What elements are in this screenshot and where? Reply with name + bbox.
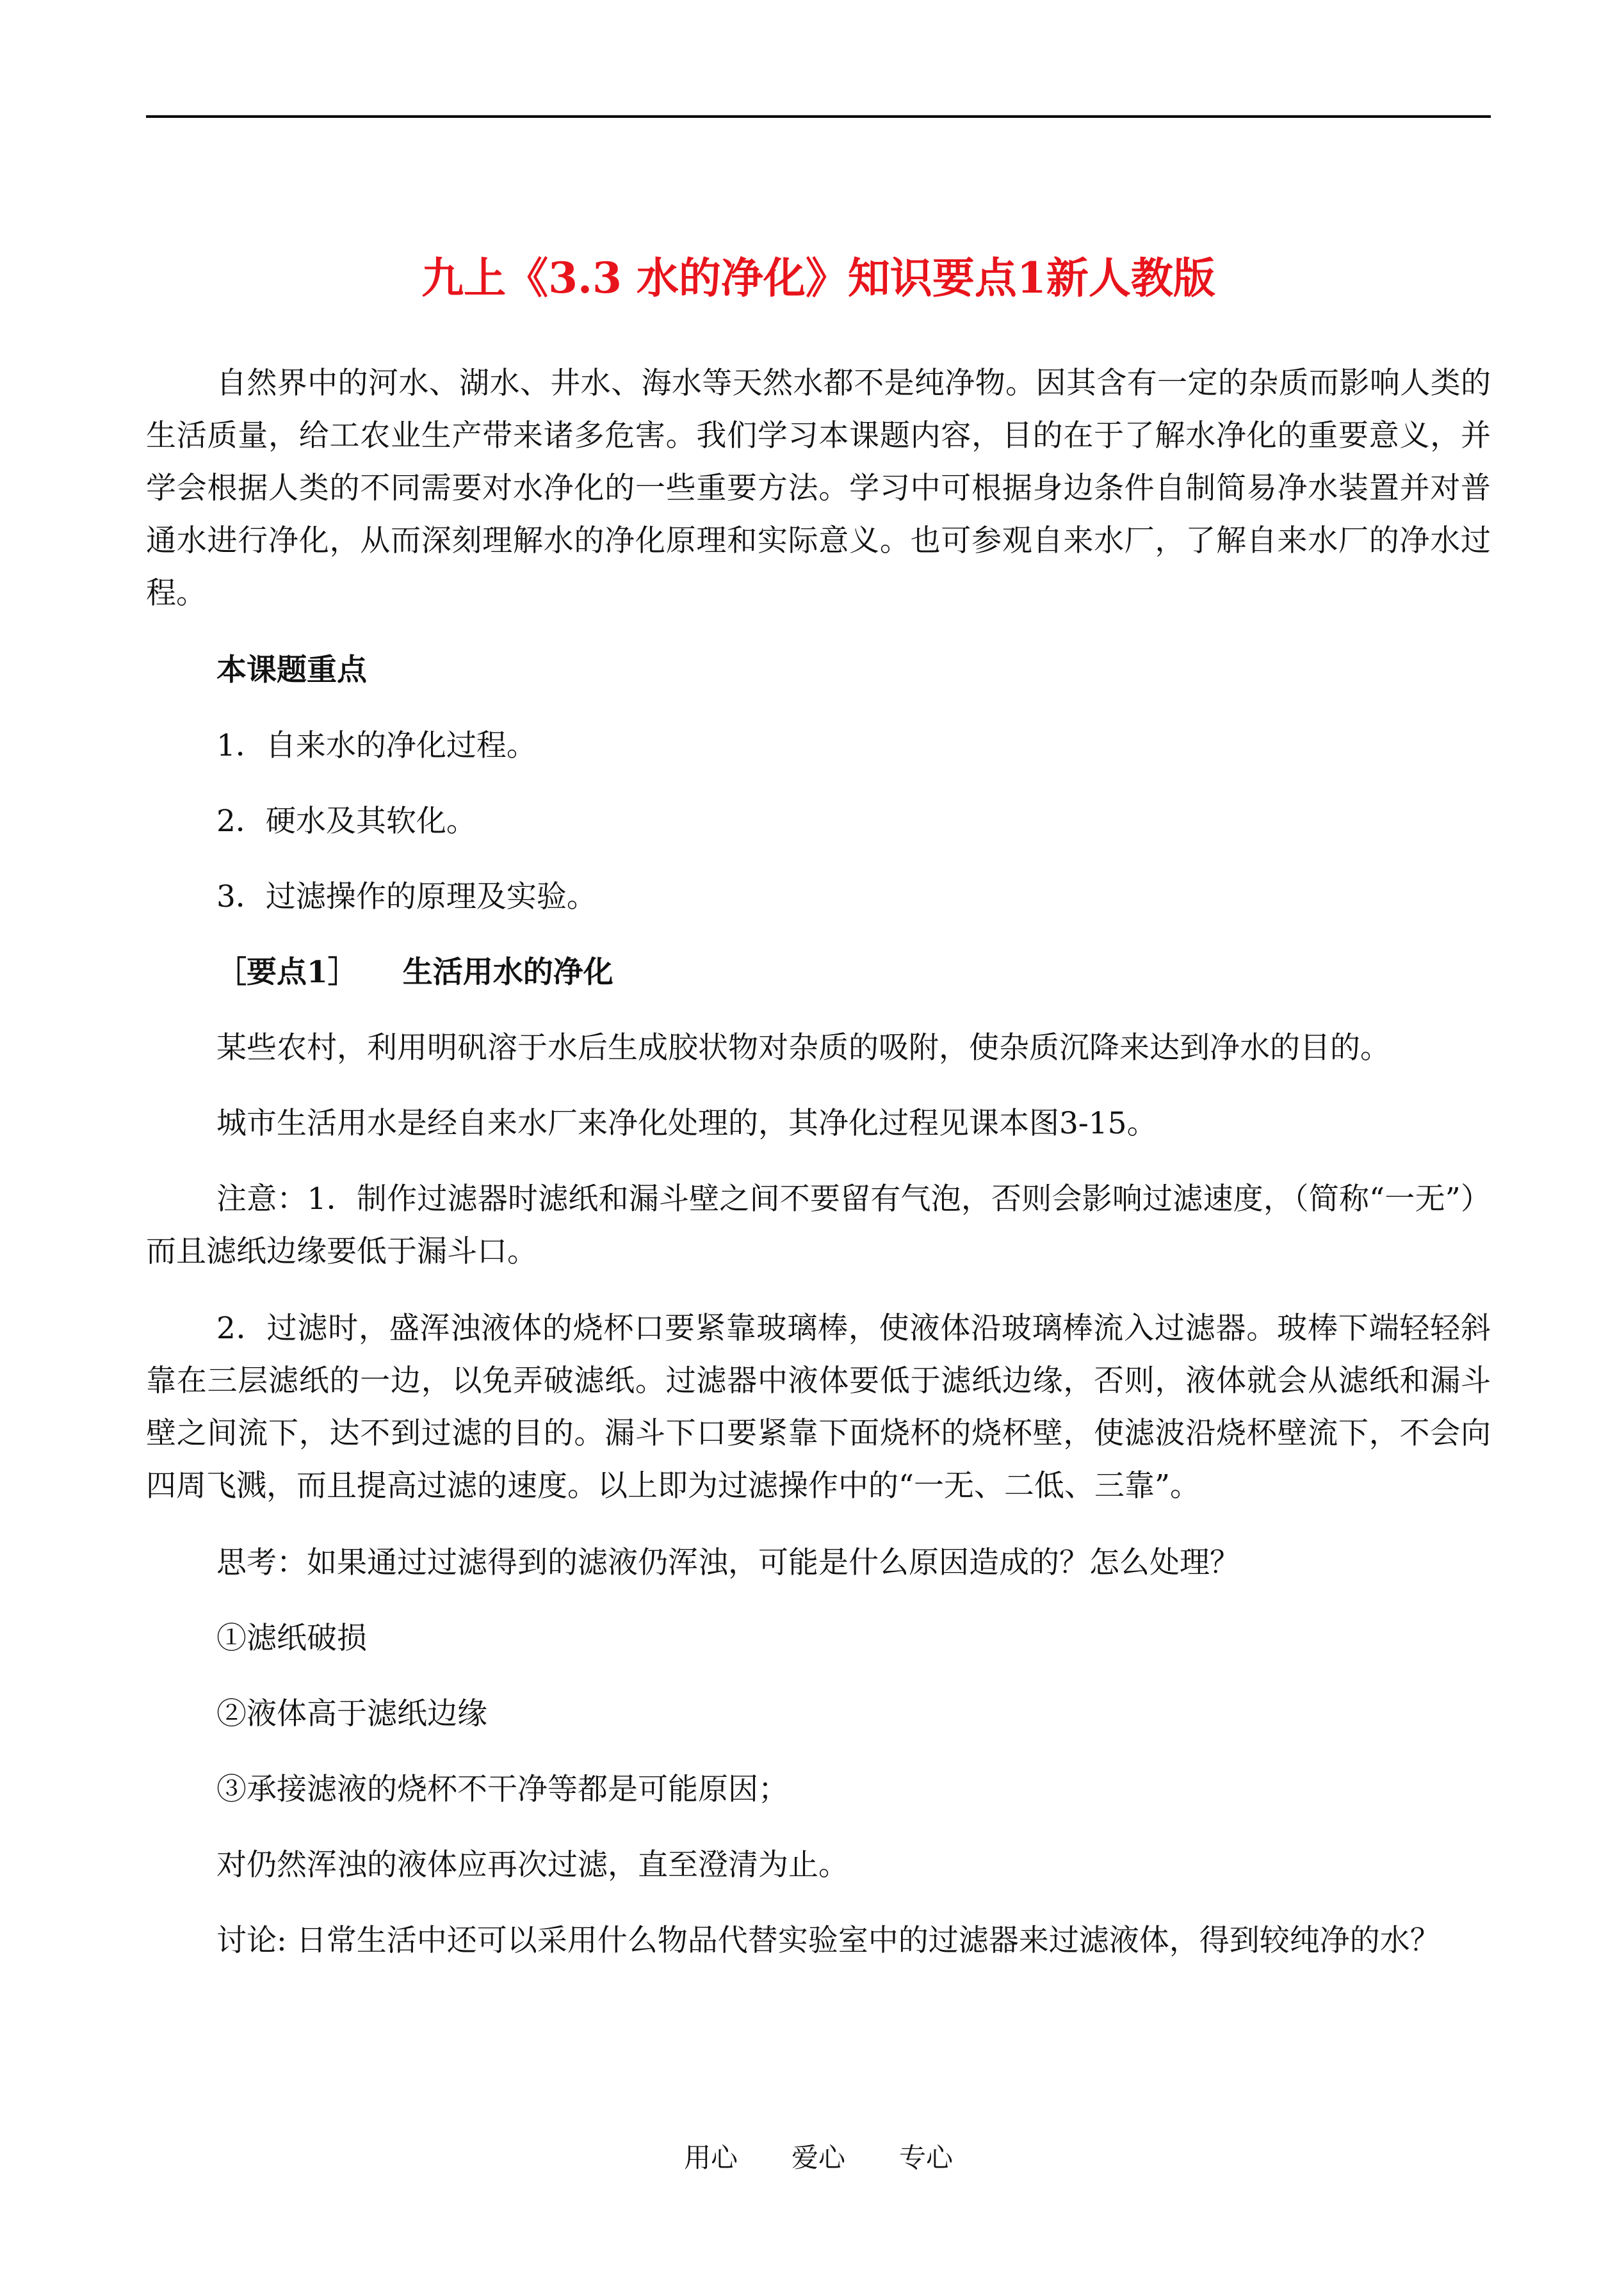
key-point-item: 2．硬水及其软化。 [216,804,476,839]
note-paragraph-2: 2．过滤时，盛浑浊液体的烧杯口要紧靠玻璃棒，使液体沿玻璃棒流入过滤器。玻棒下端轻轻斜靠在三层滤纸的一边，以免弄破滤纸。过滤器中液体要低于滤纸边缘，否则，液体就会从滤纸和漏斗壁之间流下，达不到过滤的目的。漏斗下口要紧靠下面烧杯的烧杯壁，使滤波沿烧杯壁流下，不会向四周飞溅，而且提高过滤的速度。以上即为过滤操作中的“一无、二低、三靠”。 [146,1311,1491,1504]
think-question: 思考：如果通过过滤得到的滤液仍浑浊，可能是什么原因造成的？怎么处理？ [216,1545,1240,1580]
key-point-item: 3．过滤操作的原理及实验。 [216,879,597,914]
header-rule [146,115,1491,118]
city-paragraph: 城市生活用水是经自来水厂来净化处理的，其净化过程见课本图3-15。 [216,1106,1157,1141]
document-title: 九上《3.3 水的净化》知识要点1新人教版 [421,253,1215,303]
intro-paragraph: 自然界中的河水、湖水、井水、海水等天然水都不是纯净物。因其含有一定的杂质而影响人类的生活质量，给工农业生产带来诸多危害。我们学习本课题内容，目的在于了解水净化的重要意义，并学会根据人类的不同需要对水净化的一些重要方法。学习中可根据身边条件自制简易净水装置并对普通水进行净化，从而深刻理解水的净化原理和实际意义。也可参观自来水厂，了解自来水厂的净水过程。 [146,366,1491,611]
key-points-heading: 本课题重点 [216,653,367,688]
key-point-item: 1．自来水的净化过程。 [216,728,537,763]
rural-paragraph: 某些农村，利用明矾溶于水后生成胶状物对杂质的吸附，使杂质沉降来达到净水的目的。 [216,1030,1390,1066]
reason-item: ③承接滤液的烧杯不干净等都是可能原因； [216,1772,788,1807]
document-body [146,357,1491,1991]
remedy-paragraph: 对仍然浑浊的液体应再次过滤，直至澄清为止。 [216,1847,849,1883]
section-title: 生活用水的净化 [402,955,613,990]
section-label: ［要点1］ [216,955,358,990]
note-paragraph-1: 注意：1．制作过滤器时滤纸和漏斗壁之间不要留有气泡，否则会影响过滤速度，（简称“一无”）而且滤纸边缘要低于漏斗口。 [146,1181,1491,1269]
reason-item: ②液体高于滤纸边缘 [216,1696,487,1731]
page-footer: 用心 爱心 专心 [683,2142,953,2173]
reason-item: ①滤纸破损 [216,1621,367,1656]
section-heading [146,946,1491,999]
discussion-paragraph: 讨论: 日常生活中还可以采用什么物品代替实验室中的过滤器来过滤液体，得到较纯净的水？ [216,1923,1440,1958]
